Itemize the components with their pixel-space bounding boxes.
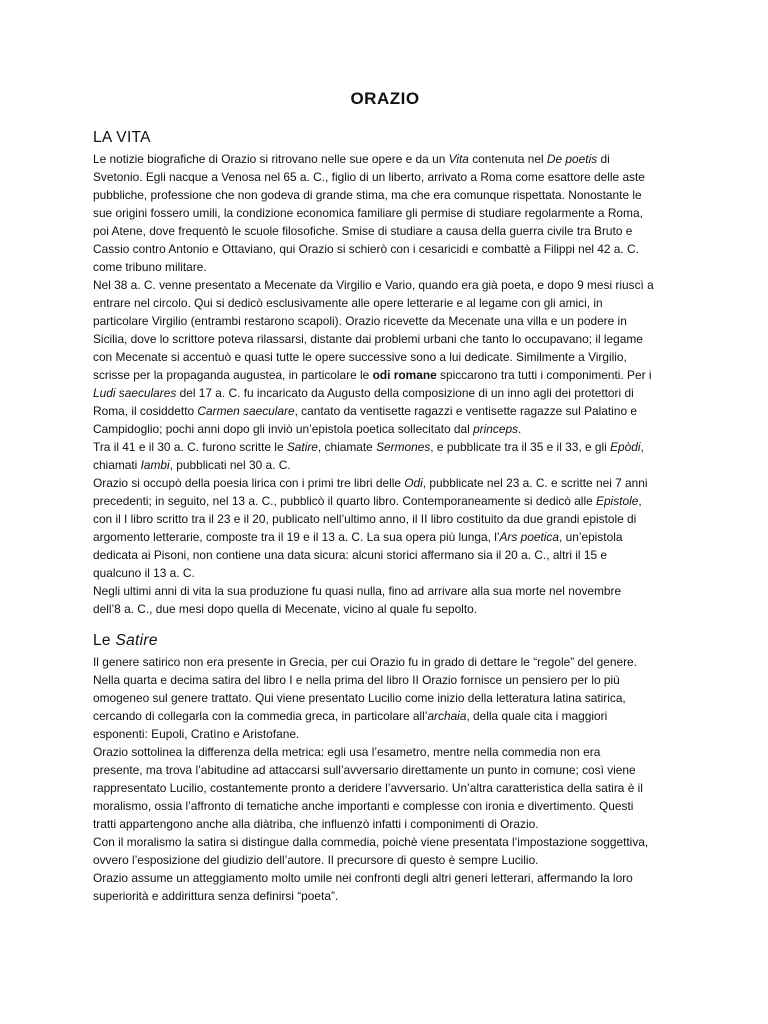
text-run: Nel 38 a. C. venne presentato a Mecenate da Virgilio e Vario, quando era già poeta, e dopo 9 mesi riuscì a	[93, 278, 654, 292]
text-line	[93, 402, 677, 420]
italic-text: Odi	[404, 476, 423, 490]
text-run: .	[518, 422, 522, 436]
text-run: Negli ultimi anni di vita la sua produzione fu quasi nulla, fino ad arrivare alla sua morte nel novembre	[93, 584, 622, 598]
text-line	[93, 456, 677, 474]
text-line	[93, 420, 677, 438]
italic-text: Satire	[286, 440, 318, 454]
text-run: , chiamate	[317, 440, 377, 454]
text-line	[93, 222, 677, 240]
text-line	[93, 743, 677, 761]
text-line	[93, 851, 677, 869]
text-line	[93, 294, 677, 312]
text-line	[93, 204, 677, 222]
text-run: , pubblicate nel 23 a. C. e scritte nei 7 anni	[422, 476, 648, 490]
text-line	[93, 312, 677, 330]
text-run: spiccarono tra tutti i componimenti. Per i	[436, 368, 652, 382]
text-line	[93, 438, 677, 456]
text-run: dedicata ai Pisoni, non contiene una data sicura: alcuni storici affermano sia il 20 a. C., altri il 15 e	[93, 548, 608, 562]
section-la-vita	[93, 128, 677, 618]
italic-text: archaia	[427, 709, 467, 723]
text-run: omogeneo sul genere trattato. Qui viene presentato Lucilio come inizio della letteratura latina satirica,	[93, 691, 626, 705]
text-run: ,	[640, 440, 644, 454]
text-line	[93, 707, 677, 725]
italic-text: Iambi	[140, 458, 170, 472]
text-line	[93, 600, 677, 618]
text-line	[93, 384, 677, 402]
italic-text: Epòdi	[610, 440, 641, 454]
bold-text: odi romane	[372, 368, 437, 382]
italic-text: Carmen saeculare	[197, 404, 295, 418]
text-line	[93, 528, 677, 546]
text-line	[93, 779, 677, 797]
text-run: Campidoglio; pochi anni dopo gli inviò un’epistola poetica sollecitato dal	[93, 422, 474, 436]
text-line	[93, 330, 677, 348]
italic-text: Sermones	[376, 440, 431, 454]
text-run: chiamati	[93, 458, 141, 472]
text-run: sue origini fossero umili, la condizione economica familiare gli permise di studiare regolarmente a Roma,	[93, 206, 643, 220]
text-run: tratti appartengono anche alla diàtriba, che influenzò infatti i componimenti di Orazio.	[93, 817, 539, 831]
text-line	[93, 869, 677, 887]
section-body-la-vita	[93, 150, 677, 618]
text-run: particolare Virgilio (entrambi restarono scapoli). Orazio ricevette da Mecenate una villa e un podere in	[93, 314, 627, 328]
text-line	[93, 348, 677, 366]
text-run: moralismo, ossia l’affronto di tematiche anche importanti e complesse con ironia e divertimento. Questi	[93, 799, 634, 813]
italic-text: Vita	[448, 152, 469, 166]
text-line	[93, 797, 677, 815]
text-line	[93, 240, 677, 258]
document-page	[93, 88, 677, 905]
text-run: qualcuno il 13 a. C.	[93, 566, 195, 580]
text-run: entrare nel circolo. Qui si dedicò esclusivamente alle opere letterarie e al legame con gli amici, in	[93, 296, 603, 310]
text-line	[93, 492, 677, 510]
document-title: ORAZIO	[350, 89, 420, 108]
text-run: Con il moralismo la satira si distingue dalla commedia, poichè viene presentata l’impostazione soggettiva,	[93, 835, 649, 849]
text-run: Sicilia, dove lo scrittore poteva rilassarsi, distante dai problemi urbani che tanto lo occupavano; il legame	[93, 332, 643, 346]
text-line	[93, 689, 677, 707]
text-run: esponenti: Eupoli, Cratìno e Aristofane.	[93, 727, 300, 741]
text-line	[93, 474, 677, 492]
text-run: ovvero l’esposizione del giudizio dell’autore. Il precursore di questo è sempre Lucilio.	[93, 853, 539, 867]
text-run: poi Atene, dove frequentò le scuole filosofiche. Smise di studiare a causa della guerra civile tra Bruto e	[93, 224, 633, 238]
text-line	[93, 582, 677, 600]
italic-text: De poetis	[546, 152, 598, 166]
text-run: con Mecenate si accentuò e quasi tutte le opere successive sono a lui dedicate. Similmente a Virgilio,	[93, 350, 627, 364]
text-line	[93, 887, 677, 905]
section-satire	[93, 631, 677, 905]
text-run: di	[597, 152, 610, 166]
text-run: Il genere satirico non era presente in Grecia, per cui Orazio fu in grado di dettare le “regole” del genere.	[93, 655, 637, 669]
text-run: , e pubblicate tra il 35 e il 33, e gli	[430, 440, 611, 454]
text-line	[93, 276, 677, 294]
text-line	[93, 564, 677, 582]
text-run: ,	[638, 494, 642, 508]
text-run: del 17 a. C. fu incaricato da Augusto della composizione di un inno agli dei protettori di	[176, 386, 634, 400]
section-heading-la-vita	[93, 128, 677, 148]
text-line	[93, 761, 677, 779]
section-heading-satire	[93, 631, 677, 651]
text-line	[93, 510, 677, 528]
section-heading-text: Le	[93, 632, 116, 649]
text-line	[93, 366, 677, 384]
text-run: argomento letterarie, composte tra il 19 e il 13 a. C. La sua opera più lunga, l’	[93, 530, 500, 544]
text-run: precedenti; in seguito, nel 13 a. C., pubblicò il quarto libro. Contemporaneamente si dedicò alle	[93, 494, 597, 508]
text-line	[93, 833, 677, 851]
italic-text: Epistole	[596, 494, 639, 508]
text-run: dell’8 a. C., due mesi dopo quella di Mecenate, vicino al quale fu sepolto.	[93, 602, 478, 616]
text-run: Orazio si occupò della poesia lirica con i primi tre libri delle	[93, 476, 405, 490]
text-run: , un’epistola	[558, 530, 623, 544]
text-line	[93, 815, 677, 833]
text-line	[93, 168, 677, 186]
text-run: Le notizie biografiche di Orazio si ritrovano nelle sue opere e da un	[93, 152, 449, 166]
section-heading-italic-text: Satire	[115, 632, 158, 649]
text-run: superiorità e addirittura senza definirsi “poeta”.	[93, 889, 339, 903]
text-run: Tra il 41 e il 30 a. C. furono scritte le	[93, 440, 287, 454]
text-run: contenuta nel	[468, 152, 547, 166]
text-line	[93, 546, 677, 564]
text-line	[93, 258, 677, 276]
italic-text: Ludi saeculares	[93, 386, 177, 400]
section-body-satire	[93, 653, 677, 905]
text-line	[93, 671, 677, 689]
text-run: Nella quarta e decima satira del libro I e nella prima del libro II Orazio fornisce un pensiero per lo più	[93, 673, 620, 687]
italic-text: princeps	[473, 422, 519, 436]
text-run: pubbliche, professione che non godeva di grande stima, ma che era comunque rispettata. Nonostante le	[93, 188, 642, 202]
text-line	[93, 150, 677, 168]
text-run: con il I libro scritto tra il 23 e il 20, publicato nell’ultimo anno, il II libro costituito da due grandi epistole di	[93, 512, 637, 526]
section-heading-text: LA VITA	[93, 129, 151, 146]
text-run: rappresentato Lucilio, costantemente pronto a deridere l’avversario. Un’altra caratteristica della satira è il	[93, 781, 643, 795]
text-run: Svetonio. Egli nacque a Venosa nel 65 a. C., figlio di un liberto, arrivato a Roma come esattore delle aste	[93, 170, 645, 184]
text-run: Roma, il cosiddetto	[93, 404, 198, 418]
text-run: Orazio assume un atteggiamento molto umile nei confronti degli altri generi letterari, affermando la loro	[93, 871, 633, 885]
text-line	[93, 653, 677, 671]
text-run: , della quale cita i maggiori	[466, 709, 608, 723]
text-line	[93, 186, 677, 204]
text-run: Cassio contro Antonio e Ottaviano, qui Orazio si schierò con i cesaricidi e combattè a Filippi nel 42 a. C.	[93, 242, 639, 256]
text-run: come tribuno militare.	[93, 260, 207, 274]
text-run: Orazio sottolinea la differenza della metrica: egli usa l’esametro, mentre nella commedia non era	[93, 745, 601, 759]
italic-text: Ars poetica	[499, 530, 559, 544]
text-run: cercando di collegarla con la commedia greca, in particolare all’	[93, 709, 428, 723]
text-run: presente, ma trova l’abitudine ad attaccarsi sull’avversario direttamente un punto in comune; così viene	[93, 763, 636, 777]
text-run: , pubblicati nel 30 a. C.	[169, 458, 291, 472]
text-line	[93, 725, 677, 743]
text-run: scrisse per la propaganda augustea, in particolare le	[93, 368, 373, 382]
text-run: , cantato da ventisette ragazzi e ventisette ragazze sul Palatino e	[294, 404, 637, 418]
